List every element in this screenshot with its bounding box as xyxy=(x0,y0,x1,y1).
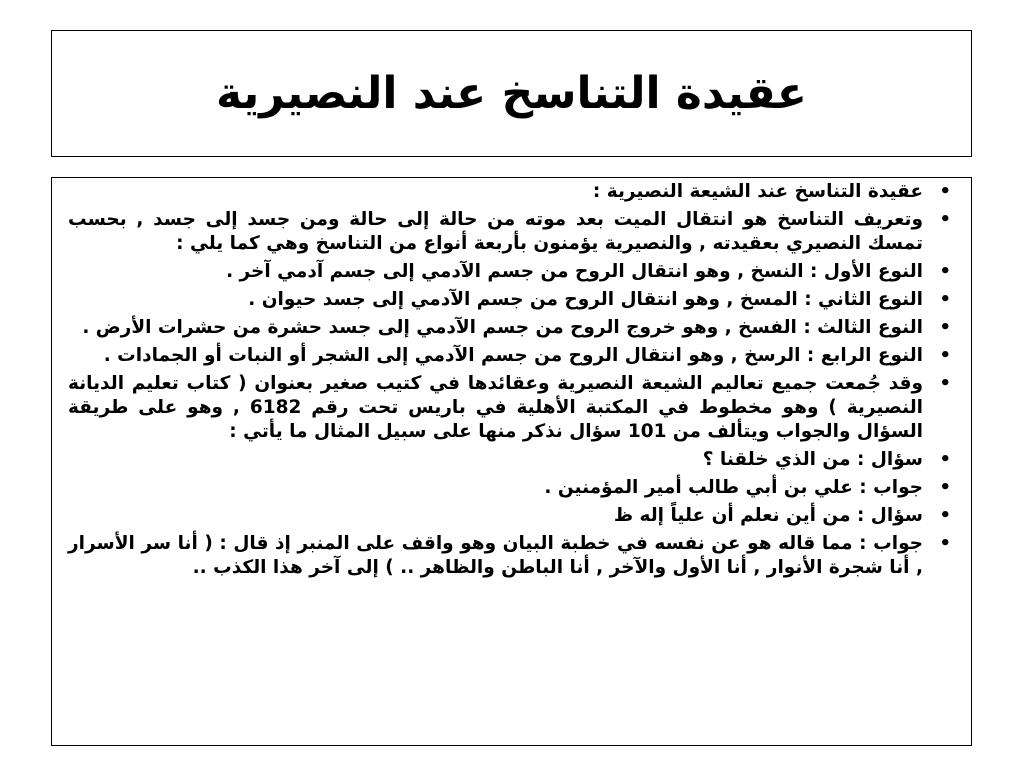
bullet-text: النوع الرابع : الرسخ , وهو انتقال الروح من جسم الآدمي إلى الشجر أو النبات أو الجمادات . xyxy=(103,345,923,366)
bullet-icon: • xyxy=(939,345,951,366)
content-box xyxy=(51,177,972,746)
bullet-icon: • xyxy=(939,317,951,338)
bullet-text: النوع الثالث : الفسخ , وهو خروج الروح من جسم الآدمي إلى جسد حشرة من حشرات الأرض . xyxy=(82,317,923,338)
slide-title: عقيدة التناسخ عند النصيرية xyxy=(216,67,807,119)
bullet-item xyxy=(68,260,953,284)
bullet-text: وقد جُمعت جميع تعاليم الشيعة النصيرية وعقائدها في كتيب صغير بعنوان ( كتاب تعليم الديانة النصيرية ) وهو مخطوط في المكتبة الأهلية في باريس تحت رقم 6182 , وهو على طريقة السؤال والجواب ويتألف من 101 سؤال نذكر منها على سبيل المثال ما يأتي : xyxy=(68,373,923,442)
bullet-icon: • xyxy=(939,289,951,310)
bullet-icon: • xyxy=(939,449,951,470)
bullet-item xyxy=(68,288,953,312)
bullet-item xyxy=(68,532,953,580)
bullet-list xyxy=(68,180,953,580)
bullet-icon: • xyxy=(939,373,951,394)
bullet-text: وتعريف التناسخ هو انتقال الميت بعد موته من حالة إلى حالة ومن جسد إلى جسد , بحسب تمسك النصيري بعقيدته , والنصيرية يؤمنون بأربعة أنواع من التناسخ وهي كما يلي : xyxy=(68,209,923,254)
bullet-text: النوع الأول : النسخ , وهو انتقال الروح من جسم الآدمي إلى جسم آدمي آخر . xyxy=(226,261,923,282)
bullet-text: عقيدة التناسخ عند الشيعة النصيرية : xyxy=(592,181,923,202)
bullet-icon: • xyxy=(939,533,951,554)
bullet-item xyxy=(68,208,953,256)
bullet-icon: • xyxy=(939,477,951,498)
bullet-text: سؤال : من الذي خلقنا ؟ xyxy=(702,449,923,470)
bullet-item xyxy=(68,372,953,444)
bullet-icon: • xyxy=(939,209,951,230)
bullet-text: جواب : علي بن أبي طالب أمير المؤمنين . xyxy=(544,477,923,498)
bullet-item xyxy=(68,476,953,500)
bullet-item xyxy=(68,316,953,340)
bullet-text: سؤال : من أين نعلم أن علياً إله ظ xyxy=(613,505,923,526)
bullet-item xyxy=(68,344,953,368)
bullet-item xyxy=(68,504,953,528)
bullet-icon: • xyxy=(939,261,951,282)
title-box xyxy=(51,30,972,157)
bullet-icon: • xyxy=(939,181,951,202)
bullet-icon: • xyxy=(939,505,951,526)
bullet-text: النوع الثاني : المسخ , وهو انتقال الروح من جسم الآدمي إلى جسد حيوان . xyxy=(248,289,923,310)
bullet-item xyxy=(68,448,953,472)
bullet-text: جواب : مما قاله هو عن نفسه في خطبة البيان وهو واقف على المنبر إذ قال : ( أنا سر الأسرار , أنا شجرة الأنوار , أنا الأول والآخر , أنا الباطن والظاهر .. ) إلى آخر هذا الكذب .. xyxy=(68,533,923,578)
bullet-item xyxy=(68,180,953,204)
